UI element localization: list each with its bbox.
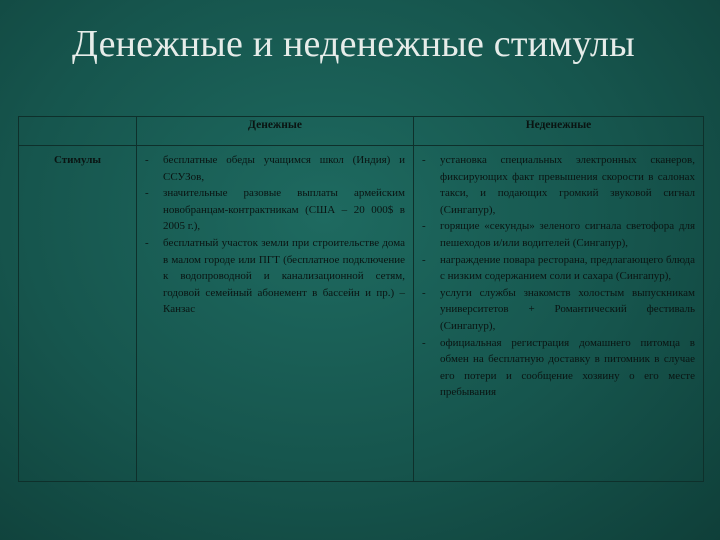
list-item (422, 152, 695, 218)
list-item (145, 185, 405, 235)
table-header-row (19, 117, 704, 146)
dash-bullet: - (145, 236, 149, 249)
dash-bullet: - (145, 187, 149, 200)
list-item (422, 335, 695, 401)
non-monetary-item-1: установка специальных электронных сканеров, фиксирующих факт превышения скорости в салонах такси, и подающих громкий звуковой сигнал (Сингапур), (440, 154, 695, 216)
table-row (19, 146, 704, 482)
non-monetary-item-2: горящие «секунды» зеленого сигнала светофора для пешеходов и/или водителей (Сингапур), (440, 220, 695, 249)
incentives-table (18, 116, 704, 482)
list-item (422, 285, 695, 335)
monetary-item-1: бесплатные обеды учащимся школ (Индия) и ССУЗов, (163, 154, 405, 183)
row-header-incentives: Стимулы (19, 146, 137, 482)
slide-title: Денежные и неденежные стимулы (72, 23, 635, 65)
dash-bullet: - (422, 286, 426, 299)
non-monetary-item-4: услуги службы знакомств холостым выпускникам университетов + Романтический фестиваль (Сингапур), (440, 286, 695, 332)
dash-bullet: - (422, 253, 426, 266)
list-item (145, 152, 405, 185)
non-monetary-item-3: награждение повара ресторана, предлагающего блюда с низким содержанием соли и сахара (Сингапур), (440, 253, 695, 283)
col-header-monetary: Денежные (137, 117, 414, 146)
dash-bullet: - (422, 336, 426, 349)
non-monetary-item-5: официальная регистрация домашнего питомца в обмен на бесплатную доставку в питомник в случае его потери и сообщение хозяину о его месте пребывания (440, 336, 695, 399)
corner-cell (19, 117, 137, 146)
monetary-item-2: значительные разовые выплаты армейским новобранцам-контрактникам (США – 20 000$ в 2005 г.), (163, 187, 405, 233)
monetary-item-3: бесплатный участок земли при строительстве дома в малом городе или ПГТ (бесплатное подключение к водопроводной и канализационной сетям, годовой семейный абонемент в бассейн и пр.) – Канзас (163, 236, 405, 316)
list-item (145, 235, 405, 318)
dash-bullet: - (145, 154, 149, 166)
non-monetary-cell (414, 146, 704, 482)
dash-bullet: - (422, 154, 426, 166)
list-item (422, 252, 695, 285)
col-header-non-monetary: Неденежные (414, 117, 704, 146)
list-item (422, 218, 695, 251)
monetary-cell (137, 146, 414, 482)
dash-bullet: - (422, 220, 426, 233)
